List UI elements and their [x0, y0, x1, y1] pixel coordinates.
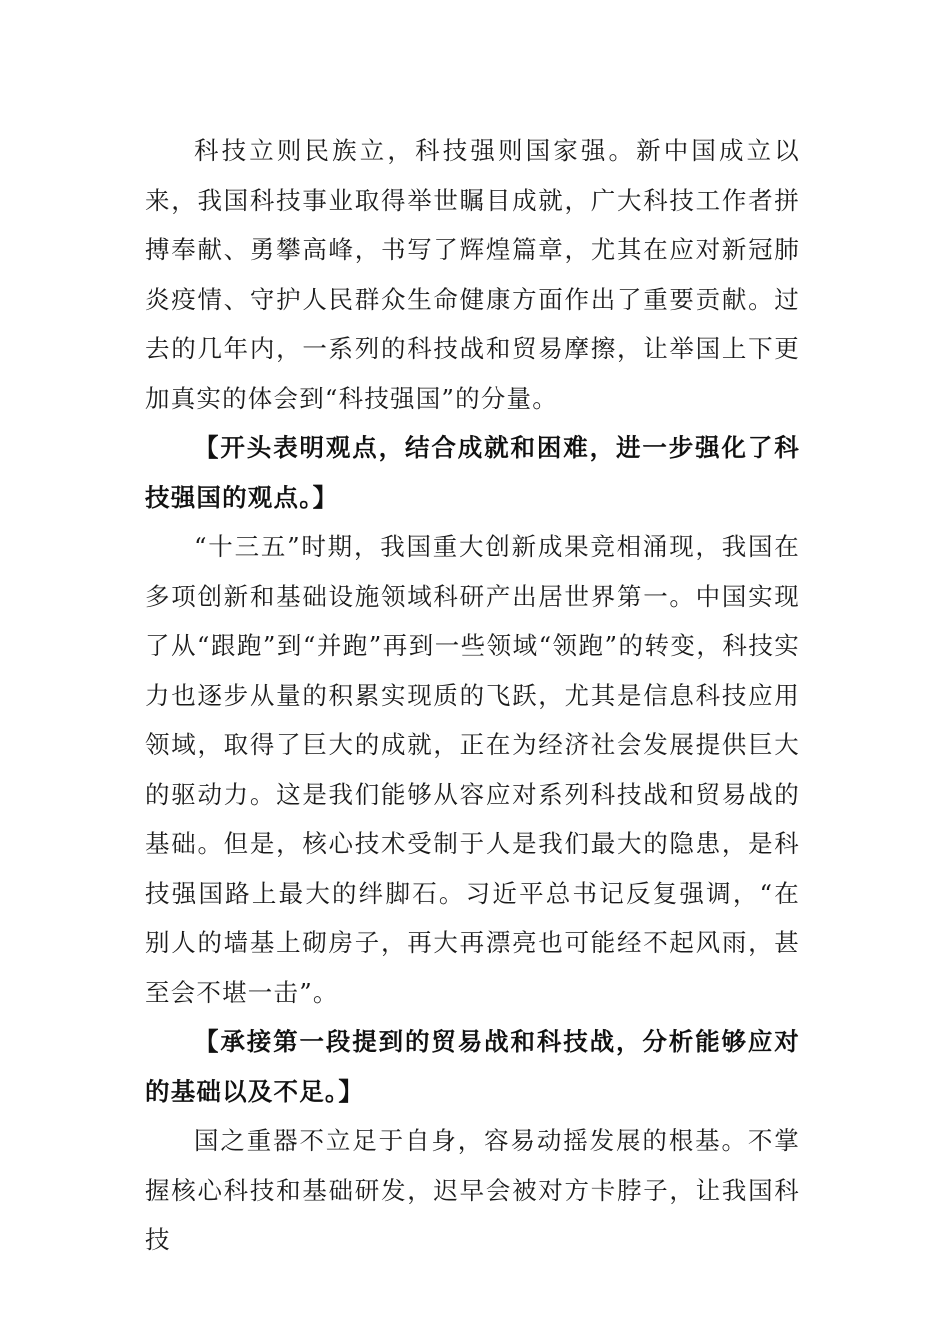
document-body	[145, 126, 800, 1265]
paragraph-continuation: 国之重器不立足于自身，容易动摇发展的根基。不掌握核心科技和基础研发，迟早会被对方卡脖子，让我国科技	[145, 1126, 800, 1254]
paragraph-analysis: “十三五”时期，我国重大创新成果竞相涌现，我国在多项创新和基础设施领域科研产出居世界第一。中国实现了从“跟跑”到“并跑”再到一些领域“领跑”的转变，科技实力也逐步从量的积累实现质的飞跃，尤其是信息科技应用领域，取得了巨大的成就，正在为经济社会发展提供巨大的驱动力。这是我们能够从容应对系列科技战和贸易战的基础。但是，核心技术受制于人是我们最大的隐患，是科技强国路上最大的绊脚石。习近平总书记反复强调，“在别人的墙基上砌房子，再大再漂亮也可能经不起风雨，甚至会不堪一击”。	[145, 532, 800, 1007]
annotation-2: 【承接第一段提到的贸易战和科技战，分析能够应对的基础以及不足。】	[145, 1027, 800, 1106]
paragraph-intro: 科技立则民族立，科技强则国家强。新中国成立以来，我国科技事业取得举世瞩目成就，广大科技工作者拼搏奉献、勇攀高峰，书写了辉煌篇章，尤其在应对新冠肺炎疫情、守护人民群众生命健康方面作出了重要贡献。过去的几年内，一系列的科技战和贸易摩擦，让举国上下更加真实的体会到“科技强国”的分量。	[145, 136, 800, 413]
annotation-1: 【开头表明观点，结合成就和困难，进一步强化了科技强国的观点。】	[145, 433, 800, 512]
